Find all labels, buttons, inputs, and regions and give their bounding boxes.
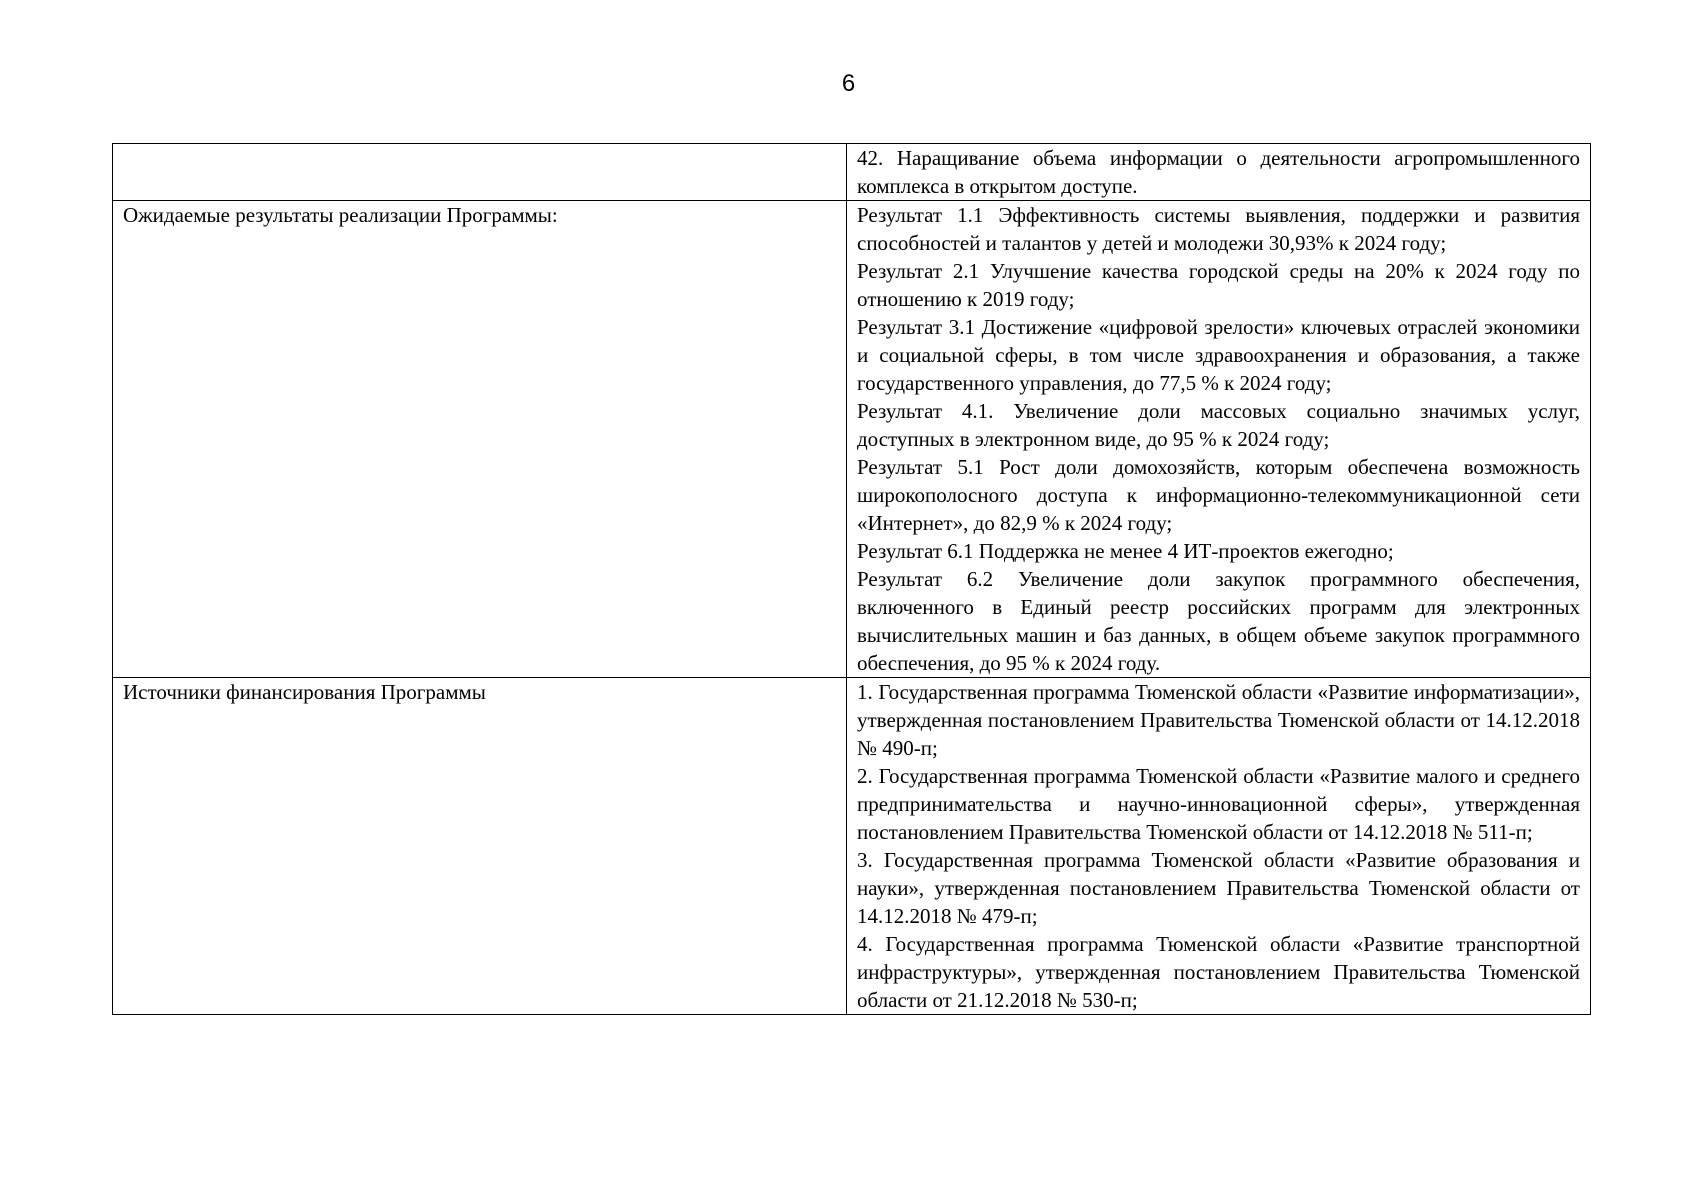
paragraph: 4. Государственная программа Тюменской области «Развитие транспортной инфраструктуры», утвержденная постановлением Правительства Тюменской области от 21.12.2018 № 530-п;	[857, 932, 1580, 1012]
row-value	[847, 144, 1591, 201]
row-value	[847, 678, 1591, 1015]
paragraph: Результат 2.1 Улучшение качества городской среды на 20% к 2024 году по отношению к 2019 году;	[857, 259, 1580, 311]
row-label	[113, 144, 847, 201]
paragraph: Результат 3.1 Достижение «цифровой зрелости» ключевых отраслей экономики и социальной сферы, в том числе здравоохранения и образования, а также государственного управления, до 77,5 % к 2024 году;	[857, 315, 1580, 395]
paragraph: Результат 1.1 Эффективность системы выявления, поддержки и развития способностей и талантов у детей и молодежи 30,93% к 2024 году;	[857, 203, 1580, 255]
paragraph: 1. Государственная программа Тюменской области «Развитие информатизации», утвержденная постановлением Правительства Тюменской области от 14.12.2018 № 490-п;	[857, 680, 1580, 760]
table-row	[113, 678, 1591, 1015]
page-number: 6	[841, 70, 856, 97]
table-row	[113, 144, 1591, 201]
row-label: Источники финансирования Программы	[113, 678, 847, 1015]
paragraph: Результат 4.1. Увеличение доли массовых социально значимых услуг, доступных в электронном виде, до 95 % к 2024 году;	[857, 399, 1580, 451]
paragraph: Результат 6.2 Увеличение доли закупок программного обеспечения, включенного в Единый реестр российских программ для электронных вычислительных машин и баз данных, в общем объеме закупок программного обеспечения, до 95 % к 2024 году.	[857, 567, 1580, 675]
row-value	[847, 201, 1591, 678]
paragraph: 2. Государственная программа Тюменской области «Развитие малого и среднего предпринимательства и научно-инновационной сферы», утвержденная постановлением Правительства Тюменской области от 14.12.2018 № 511-п;	[857, 764, 1580, 844]
paragraph: 42. Наращивание объема информации о деятельности агропромышленного комплекса в открытом доступе.	[857, 146, 1580, 198]
row-label: Ожидаемые результаты реализации Программы:	[113, 201, 847, 678]
paragraph: Результат 6.1 Поддержка не менее 4 ИТ-проектов ежегодно;	[857, 539, 1394, 563]
program-passport-table	[112, 143, 1591, 1015]
paragraph: Результат 5.1 Рост доли домохозяйств, которым обеспечена возможность широкополосного доступа к информационно-телекоммуникационной сети «Интернет», до 82,9 % к 2024 году;	[857, 455, 1580, 535]
table-row	[113, 201, 1591, 678]
paragraph: 3. Государственная программа Тюменской области «Развитие образования и науки», утвержденная постановлением Правительства Тюменской области от 14.12.2018 № 479-п;	[857, 848, 1580, 928]
